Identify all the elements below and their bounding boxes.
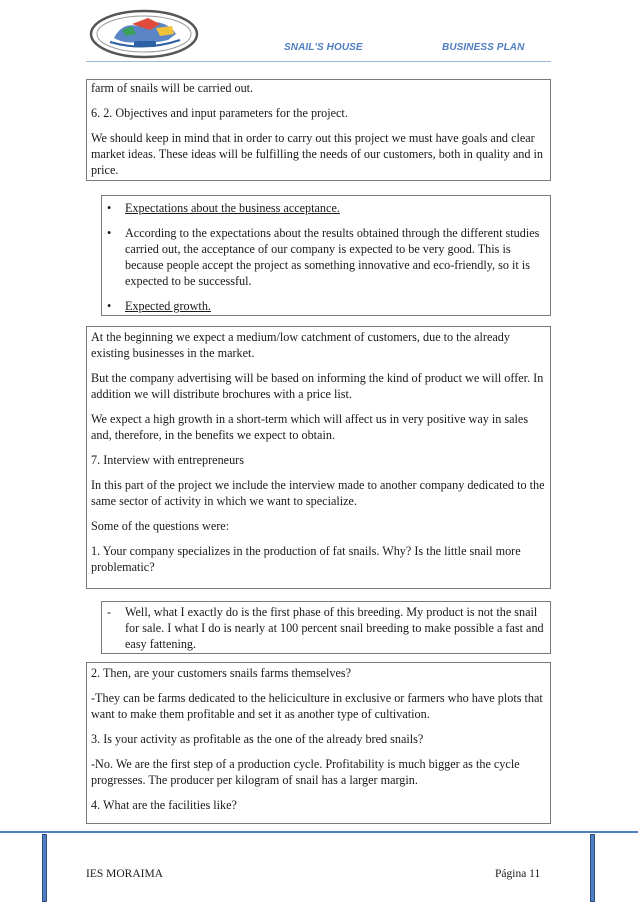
- bullet-list: [104, 200, 546, 314]
- paragraph: According to the expectations about the results obtained through the different studies carried out, the acceptance of our company is expected to be very good. This is because people accept the project as something innovative and eco-friendly, so it is expected to be successful.: [125, 226, 540, 288]
- text-box-growth-interview: [86, 326, 551, 589]
- list-item: [104, 604, 546, 652]
- footer-bar-left: [42, 834, 47, 902]
- section-heading: 6. 2. Objectives and input parameters for the project.: [91, 106, 348, 120]
- section-heading: 7. Interview with entrepreneurs: [91, 453, 244, 467]
- question: 3. Is your activity as profitable as the one of the already bred snails?: [91, 732, 424, 746]
- footer-school: IES MORAIMA: [86, 868, 163, 880]
- paragraph: At the beginning we expect a medium/low catchment of customers, due to the already existing businesses in the market.: [91, 330, 510, 360]
- bullet-icon: •: [107, 201, 112, 215]
- text-box-objectives: [86, 79, 551, 181]
- list-item: [104, 298, 546, 314]
- list-item: [104, 225, 546, 289]
- footer-bar-right: [590, 834, 595, 902]
- bullet-icon: •: [107, 299, 112, 313]
- subheading: Expectations about the business acceptance.: [125, 201, 340, 215]
- paragraph: But the company advertising will be based on informing the kind of product we will offer. In addition we will distribute brochures with a price list.: [91, 371, 544, 401]
- bullet-box-expectations: [101, 195, 551, 316]
- header-divider: [86, 61, 551, 62]
- header-title: SNAIL'S HOUSE: [284, 42, 363, 53]
- question: 2. Then, are your customers snails farms themselves?: [91, 666, 352, 680]
- company-logo: [88, 8, 200, 60]
- answer-text: -No. We are the first step of a production cycle. Profitability is much bigger as the cycle progresses. The producer per kilogram of snail has a larger margin.: [91, 757, 520, 787]
- question: 4. What are the facilities like?: [91, 798, 237, 812]
- answer-box: [101, 601, 551, 654]
- list-item: [104, 200, 546, 216]
- answer-text: Well, what I exactly do is the first phase of this breeding. My product is not the snail for sale. I what I do is nearly at 100 percent snail breeding to make possible a fast and easy fattening.: [125, 605, 544, 651]
- answer-text: -They can be farms dedicated to the heliciculture in exclusive or farmers who have plots that want to make them profitable and set it as another type of cultivation.: [91, 691, 543, 721]
- answer-list: [104, 604, 546, 652]
- paragraph: We expect a high growth in a short-term which will affect us in very positive way in sales and, therefore, in the benefits we expect to obtain.: [91, 412, 529, 442]
- paragraph: Some of the questions were:: [91, 519, 230, 533]
- footer-divider: [0, 831, 638, 833]
- paragraph: We should keep in mind that in order to carry out this project we must have goals and clear market ideas. These ideas will be fulfilling the needs of our customers, both in quality and in price.: [91, 131, 543, 177]
- paragraph: In this part of the project we include the interview made to another company dedicated to the same sector of activity in which we want to specialize.: [91, 478, 545, 508]
- page-number: Página 11: [495, 868, 541, 880]
- dash-icon: -: [107, 605, 112, 619]
- paragraph: farm of snails will be carried out.: [91, 81, 254, 95]
- header-subtitle: BUSINESS PLAN: [442, 42, 525, 53]
- subheading: Expected growth.: [125, 299, 211, 313]
- bullet-icon: •: [107, 226, 112, 240]
- question: 1. Your company specializes in the production of fat snails. Why? Is the little snail more problematic?: [91, 544, 521, 574]
- text-box-questions: [86, 662, 551, 824]
